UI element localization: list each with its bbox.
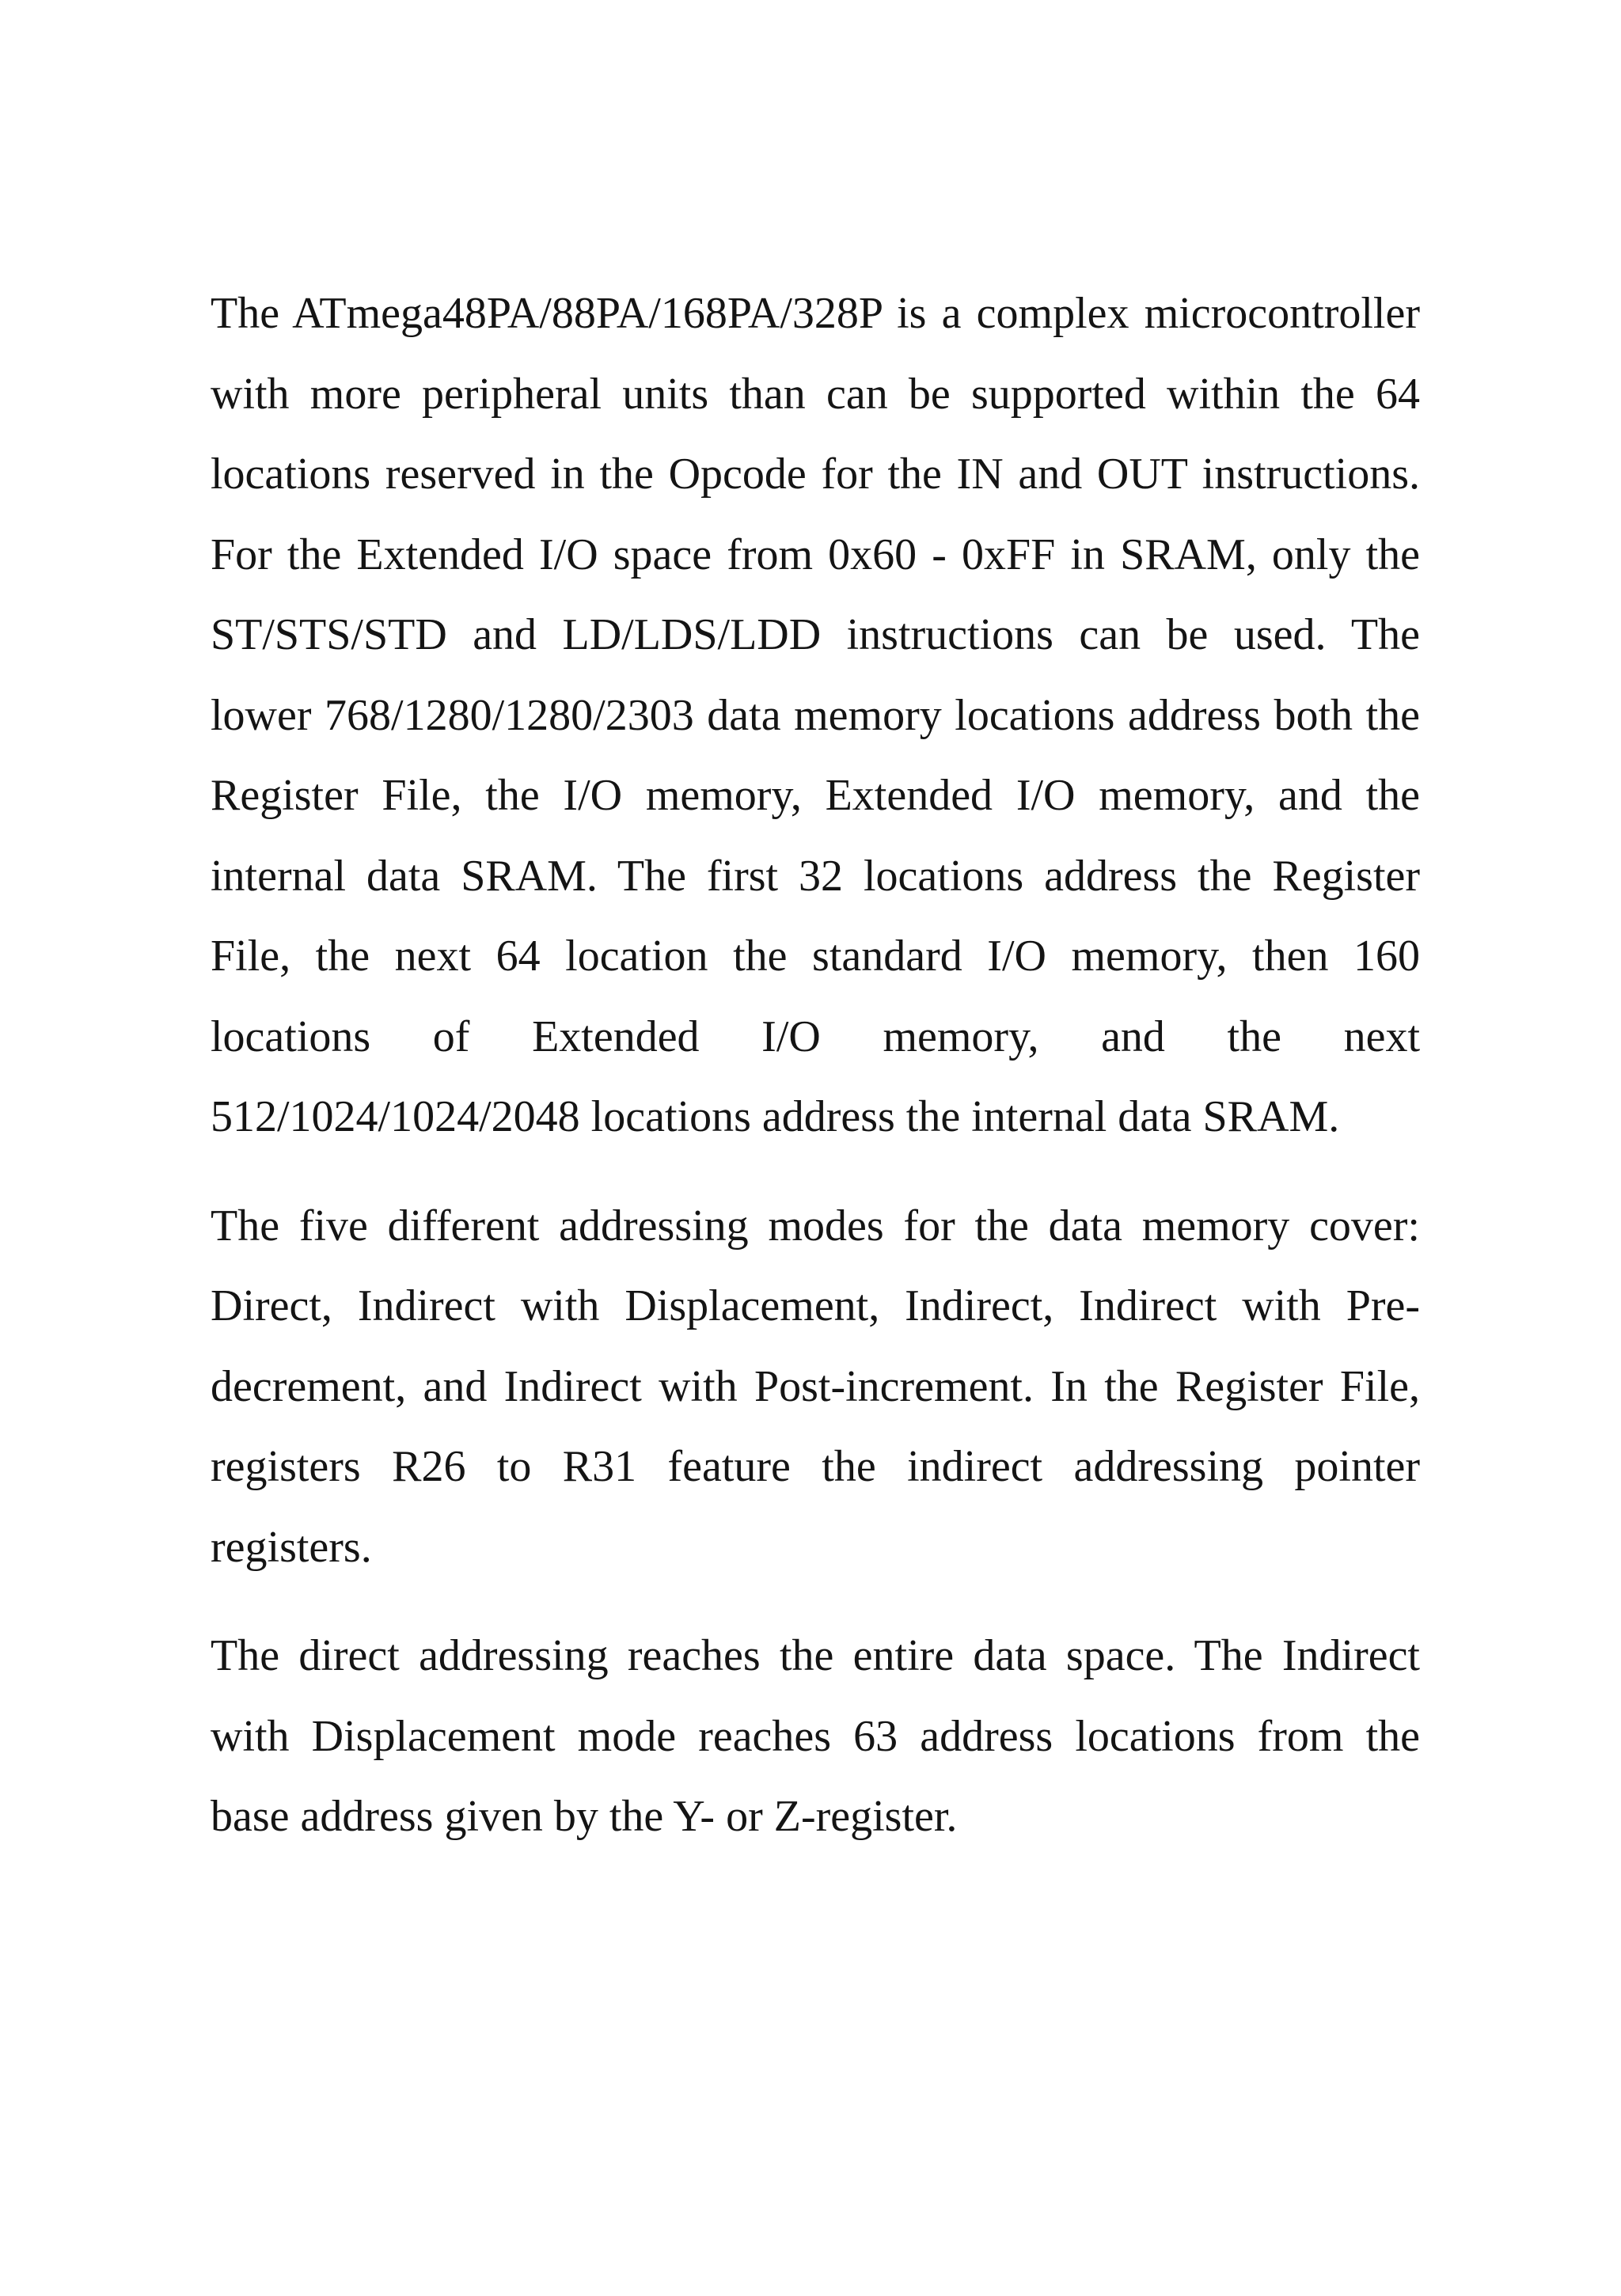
- paragraph-data-memory-overview: The ATmega48PA/88PA/168PA/328P is a complex microcontroller with more peripheral units than can be supported within the 64 locations reserved in the Opcode for the IN and OUT instructions. For the Extended I/O space from 0x60 - 0xFF in SRAM, only the ST/STS/STD and LD/LDS/LDD instructions can be used. The lower 768/1280/1280/2303 data memory locations address both the Register File, the I/O memory, Extended I/O memory, and the internal data SRAM. The first 32 locations address the Register File, the next 64 location the standard I/O memory, then 160 locations of Extended I/O memory, and the next 512/1024/1024/2048 locations address the internal data SRAM.: [211, 289, 1420, 1141]
- document-page: [211, 274, 1420, 1858]
- paragraph-addressing-modes: The five different addressing modes for the data memory cover: Direct, Indirect with Displacement, Indirect, Indirect with Pre-decrement, and Indirect with Post-increment. In the Register File, registers R26 to R31 feature the indirect addressing pointer registers.: [211, 1201, 1420, 1572]
- paragraph-direct-addressing: The direct addressing reaches the entire data space. The Indirect with Displacement mode reaches 63 address locations from the base address given by the Y- or Z-register.: [211, 1631, 1420, 1841]
